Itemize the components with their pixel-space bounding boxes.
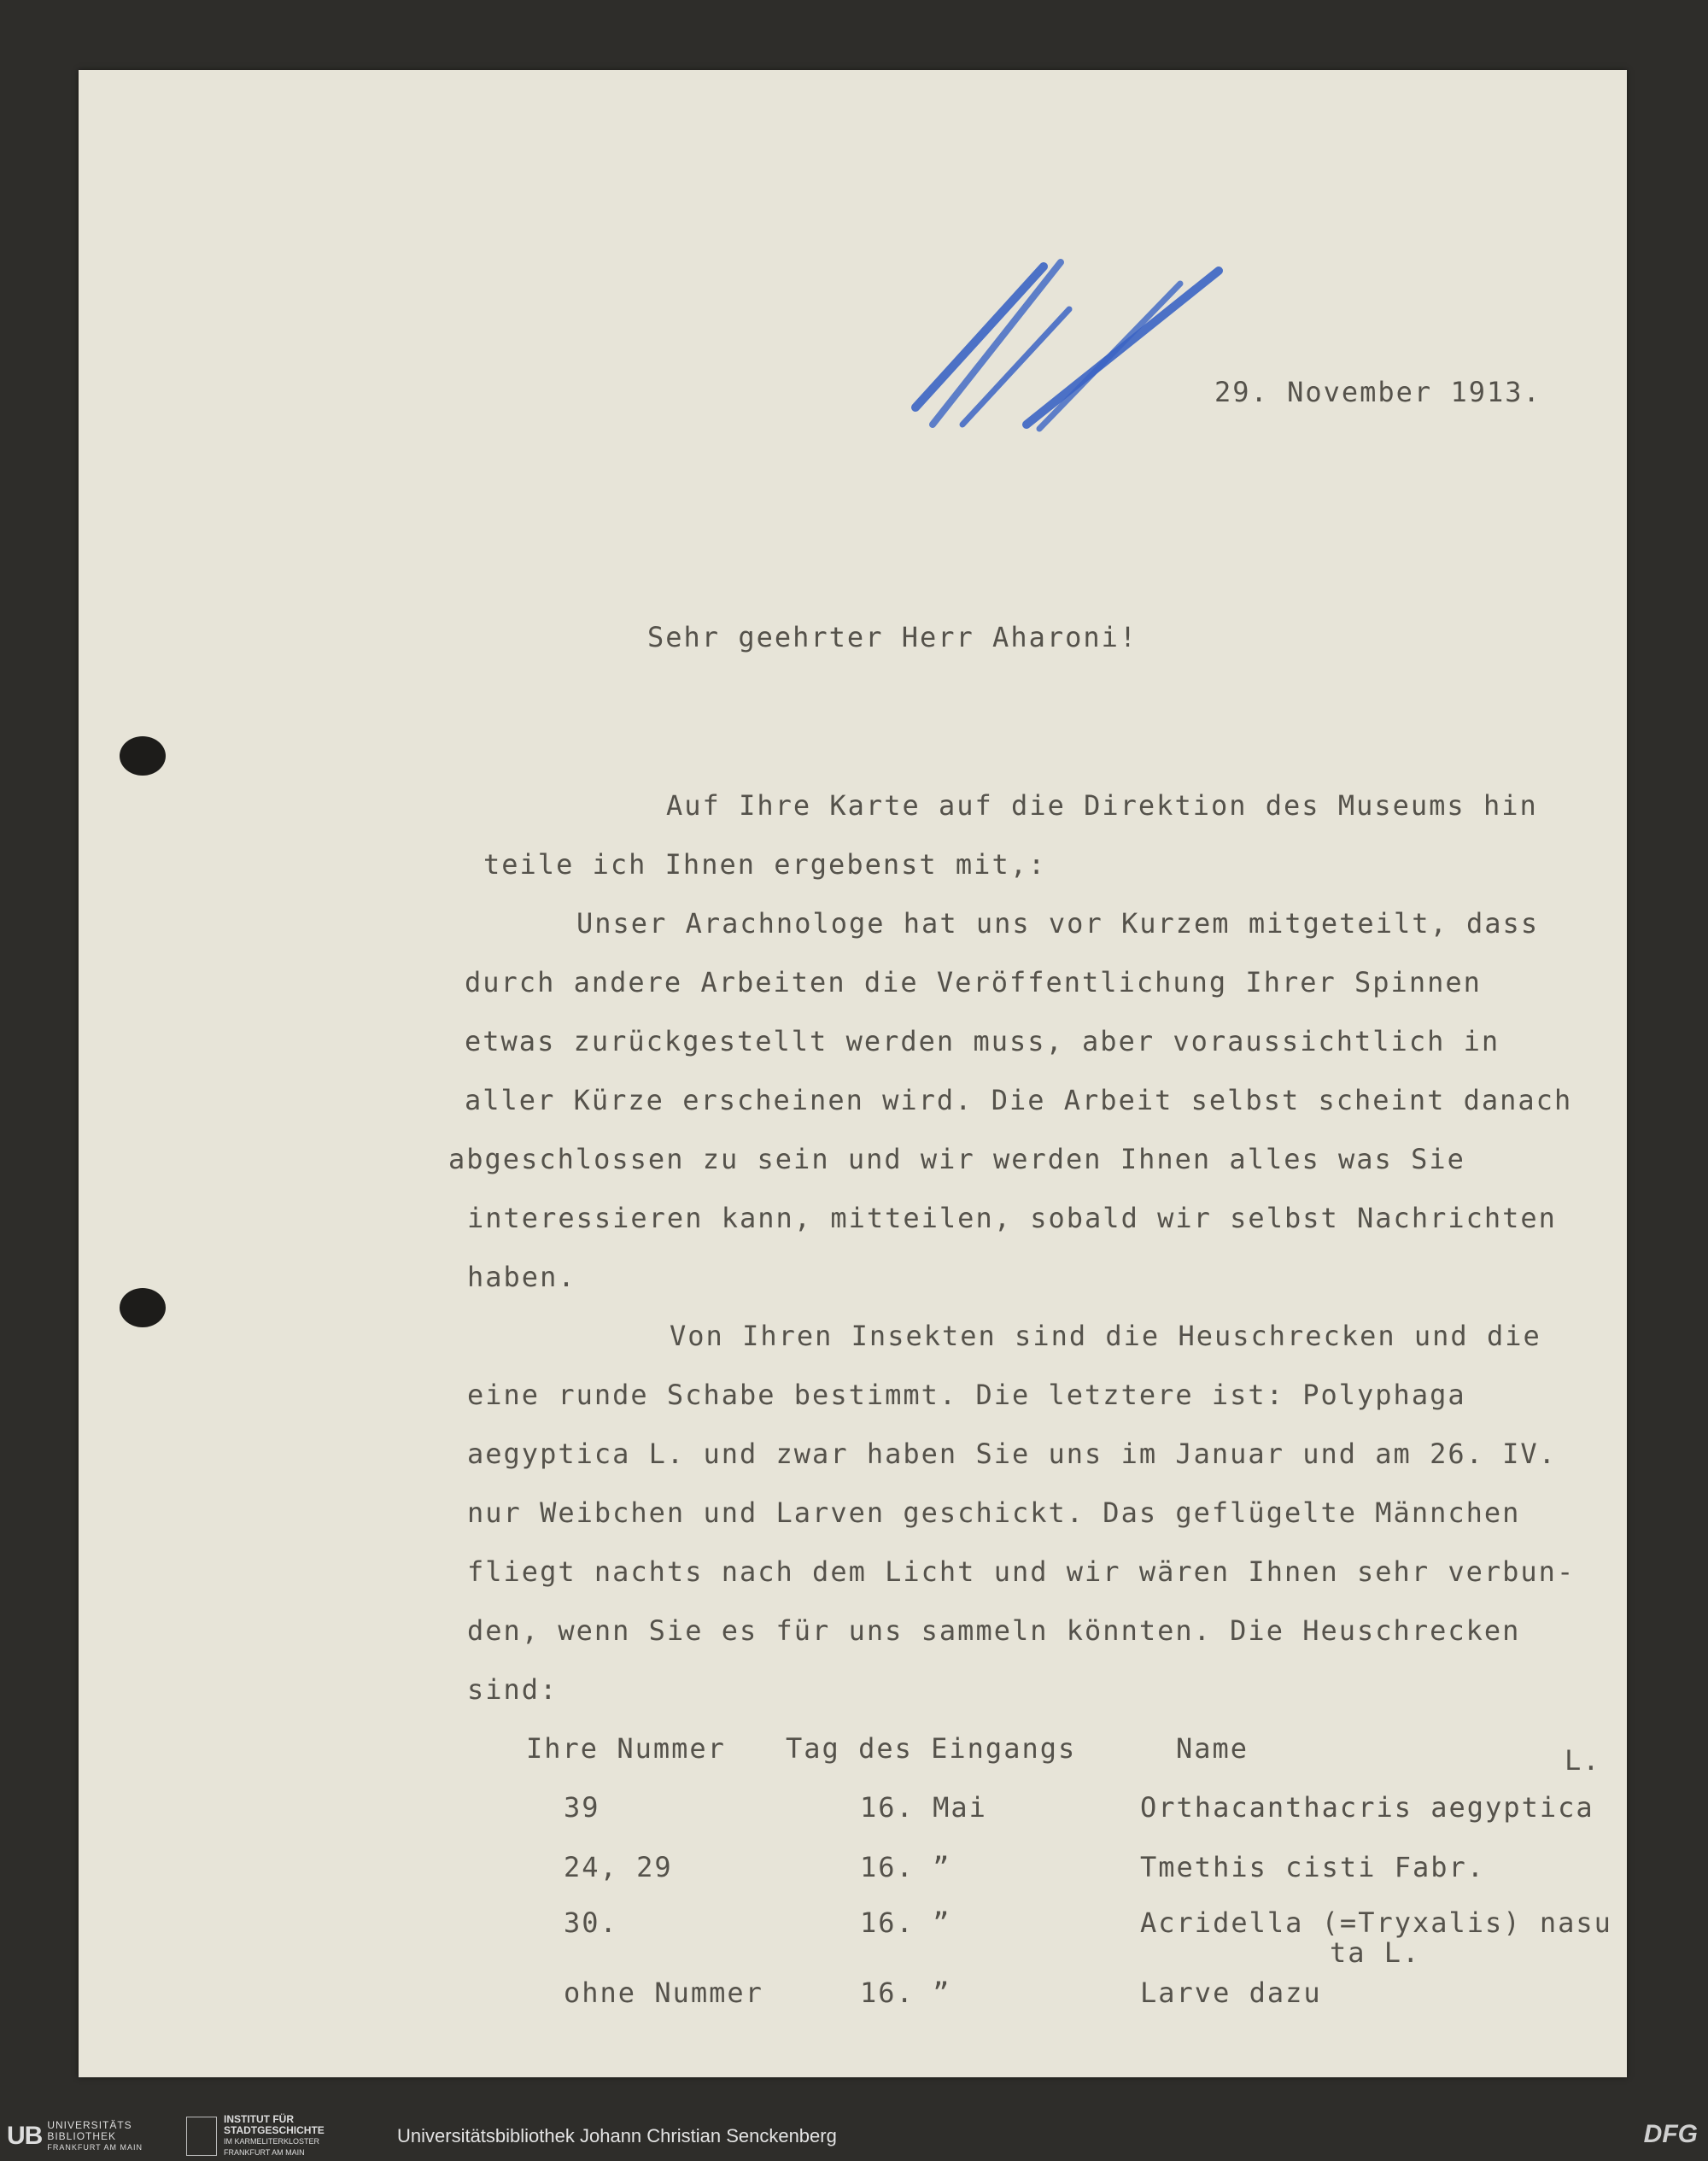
punch-hole-top [120, 736, 166, 776]
letter-date: 29. November 1913. [1214, 376, 1541, 408]
ub-logo-line: FRANKFURT AM MAIN [47, 2142, 143, 2152]
institute-logo-line: STADTGESCHICHTE [224, 2124, 325, 2136]
paragraph-line: etwas zurückgestellt werden muss, aber voraussichtlich in [465, 1025, 1500, 1057]
row-tag: 16. ” [860, 1906, 951, 1939]
ub-logo-big: UB [7, 2122, 43, 2150]
paragraph-line: abgeschlossen zu sein und wir werden Ihnen alles was Sie [448, 1143, 1465, 1175]
paragraph-line: aegyptica L. und zwar haben Sie uns im Januar und am 26. IV. [467, 1438, 1557, 1470]
paragraph-line: sind: [467, 1673, 559, 1706]
paragraph-line: Unser Arachnologe hat uns vor Kurzem mitgeteilt, dass [576, 907, 1540, 940]
paragraph-line: Auf Ihre Karte auf die Direktion des Museums hin [666, 789, 1538, 822]
paragraph-line: aller Kürze erscheinen wird. Die Arbeit selbst scheint danach [465, 1084, 1573, 1116]
paragraph-line: interessieren kann, mitteilen, sobald wir selbst Nachrichten [467, 1202, 1557, 1234]
ub-logo [7, 2117, 143, 2156]
row-tag: 16. ” [860, 1851, 951, 1883]
row-name: Orthacanthacris aegyptica [1140, 1791, 1594, 1824]
institute-logo-text [224, 2114, 325, 2158]
shield-icon [186, 2117, 217, 2156]
ub-logo-line: BIBLIOTHEK [47, 2129, 117, 2142]
row-nummer: 39 [564, 1791, 600, 1824]
library-name: Universitätsbibliothek Johann Christian Senckenberg [397, 2125, 837, 2146]
paragraph-line: nur Weibchen und Larven geschickt. Das geflügelte Männchen [467, 1496, 1521, 1529]
institute-logo [186, 2113, 325, 2157]
paragraph-line: eine runde Schabe bestimmt. Die letztere ist: Polyphaga [467, 1379, 1466, 1411]
row-nummer: 30. [564, 1906, 618, 1939]
ub-logo-line: UNIVERSITÄTS [47, 2118, 132, 2131]
row-tag: 16. Mai [860, 1791, 987, 1824]
table-header-tag: Tag des Eingangs [786, 1732, 1077, 1765]
institute-logo-line: FRANKFURT AM MAIN [224, 2148, 305, 2157]
letter-salutation: Sehr geehrter Herr Aharoni! [647, 621, 1138, 653]
letter-page [79, 70, 1627, 2077]
paragraph-line: den, wenn Sie es für uns sammeln könnten. Die Heuschrecken [467, 1614, 1521, 1647]
viewer-footer [0, 2110, 1708, 2161]
row-nummer: 24, 29 [564, 1851, 673, 1883]
table-header-suffix: L. [1565, 1744, 1601, 1777]
row-name-continuation: ta L. [1330, 1936, 1421, 1969]
paragraph-line: haben. [467, 1261, 576, 1293]
paragraph-line: Von Ihren Insekten sind die Heuschrecken und die [670, 1320, 1541, 1352]
row-tag: 16. ” [860, 1977, 951, 2009]
paragraph-line: teile ich Ihnen ergebenst mit,: [483, 848, 1047, 881]
institute-logo-line: IM KARMELITERKLOSTER [224, 2137, 320, 2146]
handwritten-mark-icon [898, 249, 1240, 446]
institute-logo-line: INSTITUT FÜR [224, 2113, 294, 2125]
row-name: Tmethis cisti Fabr. [1140, 1851, 1486, 1883]
row-name: Larve dazu [1140, 1977, 1322, 2009]
paragraph-line: durch andere Arbeiten die Veröffentlichung Ihrer Spinnen [465, 966, 1482, 999]
paragraph-line: fliegt nachts nach dem Licht und wir wären Ihnen sehr verbun- [467, 1555, 1576, 1588]
punch-hole-bottom [120, 1288, 166, 1327]
table-header-nummer: Ihre Nummer [526, 1732, 726, 1765]
row-nummer: ohne Nummer [564, 1977, 763, 2009]
dfg-logo: DFG [1643, 2120, 1698, 2148]
table-header-name: Name [1176, 1732, 1249, 1765]
row-name: Acridella (=Tryxalis) nasu [1140, 1906, 1612, 1939]
ub-logo-small [47, 2120, 143, 2153]
